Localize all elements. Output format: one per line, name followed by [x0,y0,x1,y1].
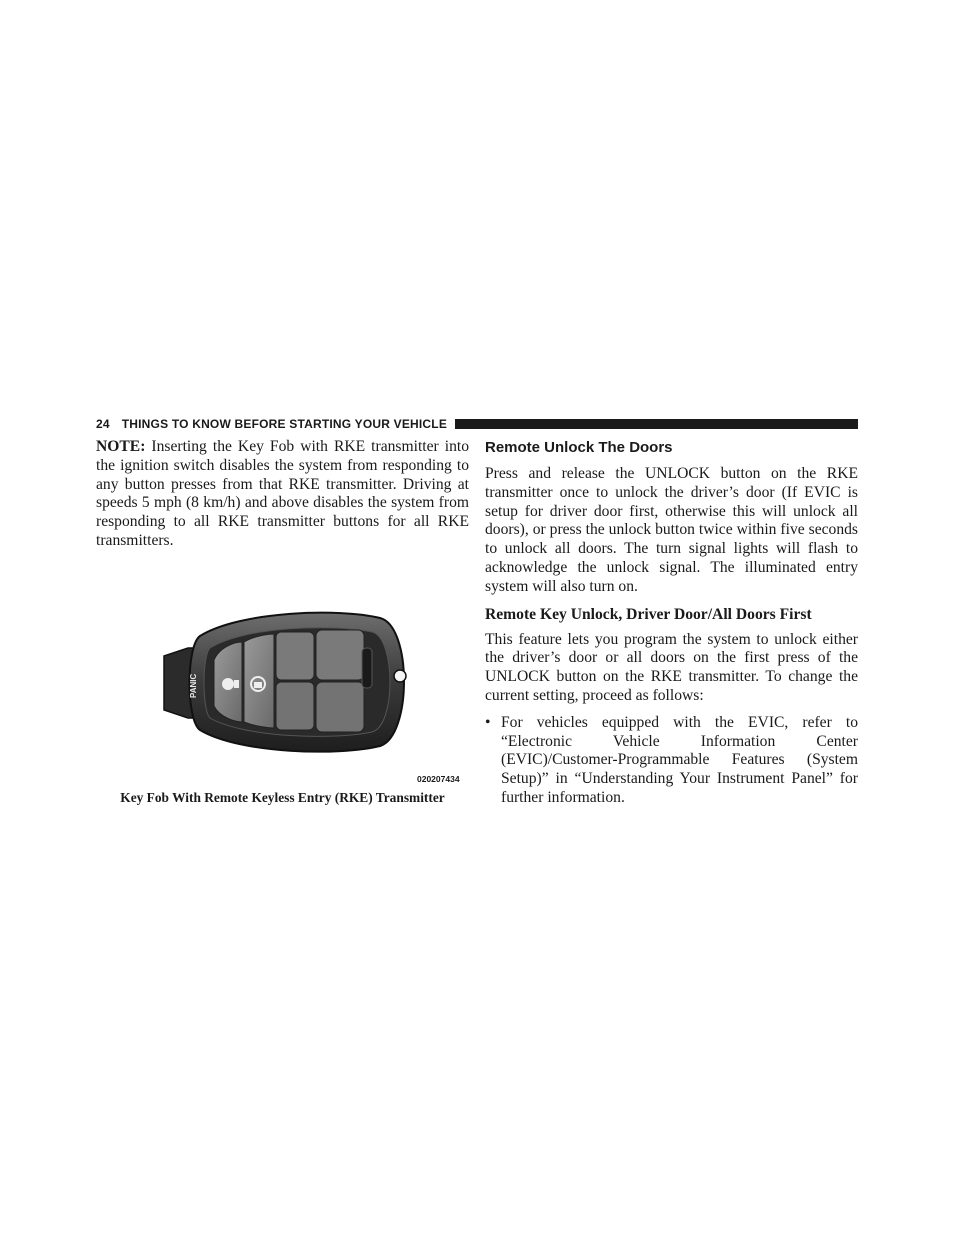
unlock-paragraph: Press and release the UNLOCK button on the RKE transmitter once to unlock the driver’s door (If EVIC is setup for driver door first, otherwise this will unlock all doors), or press the unlock button twice within five seconds to unlock all doors. The turn signal lights will flash to acknowledge the unlock signal. The illuminated entry system will also turn on. [485,465,858,595]
panic-label: PANIC [189,673,198,698]
figure-id: 020207434 [417,774,460,784]
left-column [96,438,469,551]
note-text: Inserting the Key Fob with RKE transmitter into the ignition switch disables the system from responding to any button presses from that RKE transmitter. Driving at speeds 5 mph (8 km/h) and above disables the system from responding to all RKE transmitter buttons for all RKE transmitters. [96,438,469,549]
note-label: NOTE: [96,438,146,455]
page-header [96,416,858,432]
evic-instruction: For vehicles equipped with the EVIC, refer to “Electronic Vehicle Information Center (EVIC)/Customer-Programmable Features (System Setup)” in “Understanding Your Instrument Panel” for further information. [501,713,858,806]
section-heading: Remote Unlock The Doors [485,439,673,456]
key-fob-illustration [150,606,470,761]
feature-paragraph: This feature lets you program the system to unlock either the driver’s door or all doors on the first press of the UNLOCK button on the RKE transmitter. To change the current setting, proceed as follows: [485,630,858,704]
subsection-heading: Remote Key Unlock, Driver Door/All Doors First [485,605,812,623]
section-title: THINGS TO KNOW BEFORE STARTING YOUR VEHICLE [121,417,448,431]
note-paragraph [96,438,469,551]
list-item [485,714,858,808]
bullet-icon: • [485,713,491,731]
page-number: 24 [96,417,110,431]
key-fob-figure [150,606,470,761]
right-column [485,438,858,808]
header-rule [455,419,858,429]
figure-caption: Key Fob With Remote Keyless Entry (RKE) Transmitter [120,790,445,805]
